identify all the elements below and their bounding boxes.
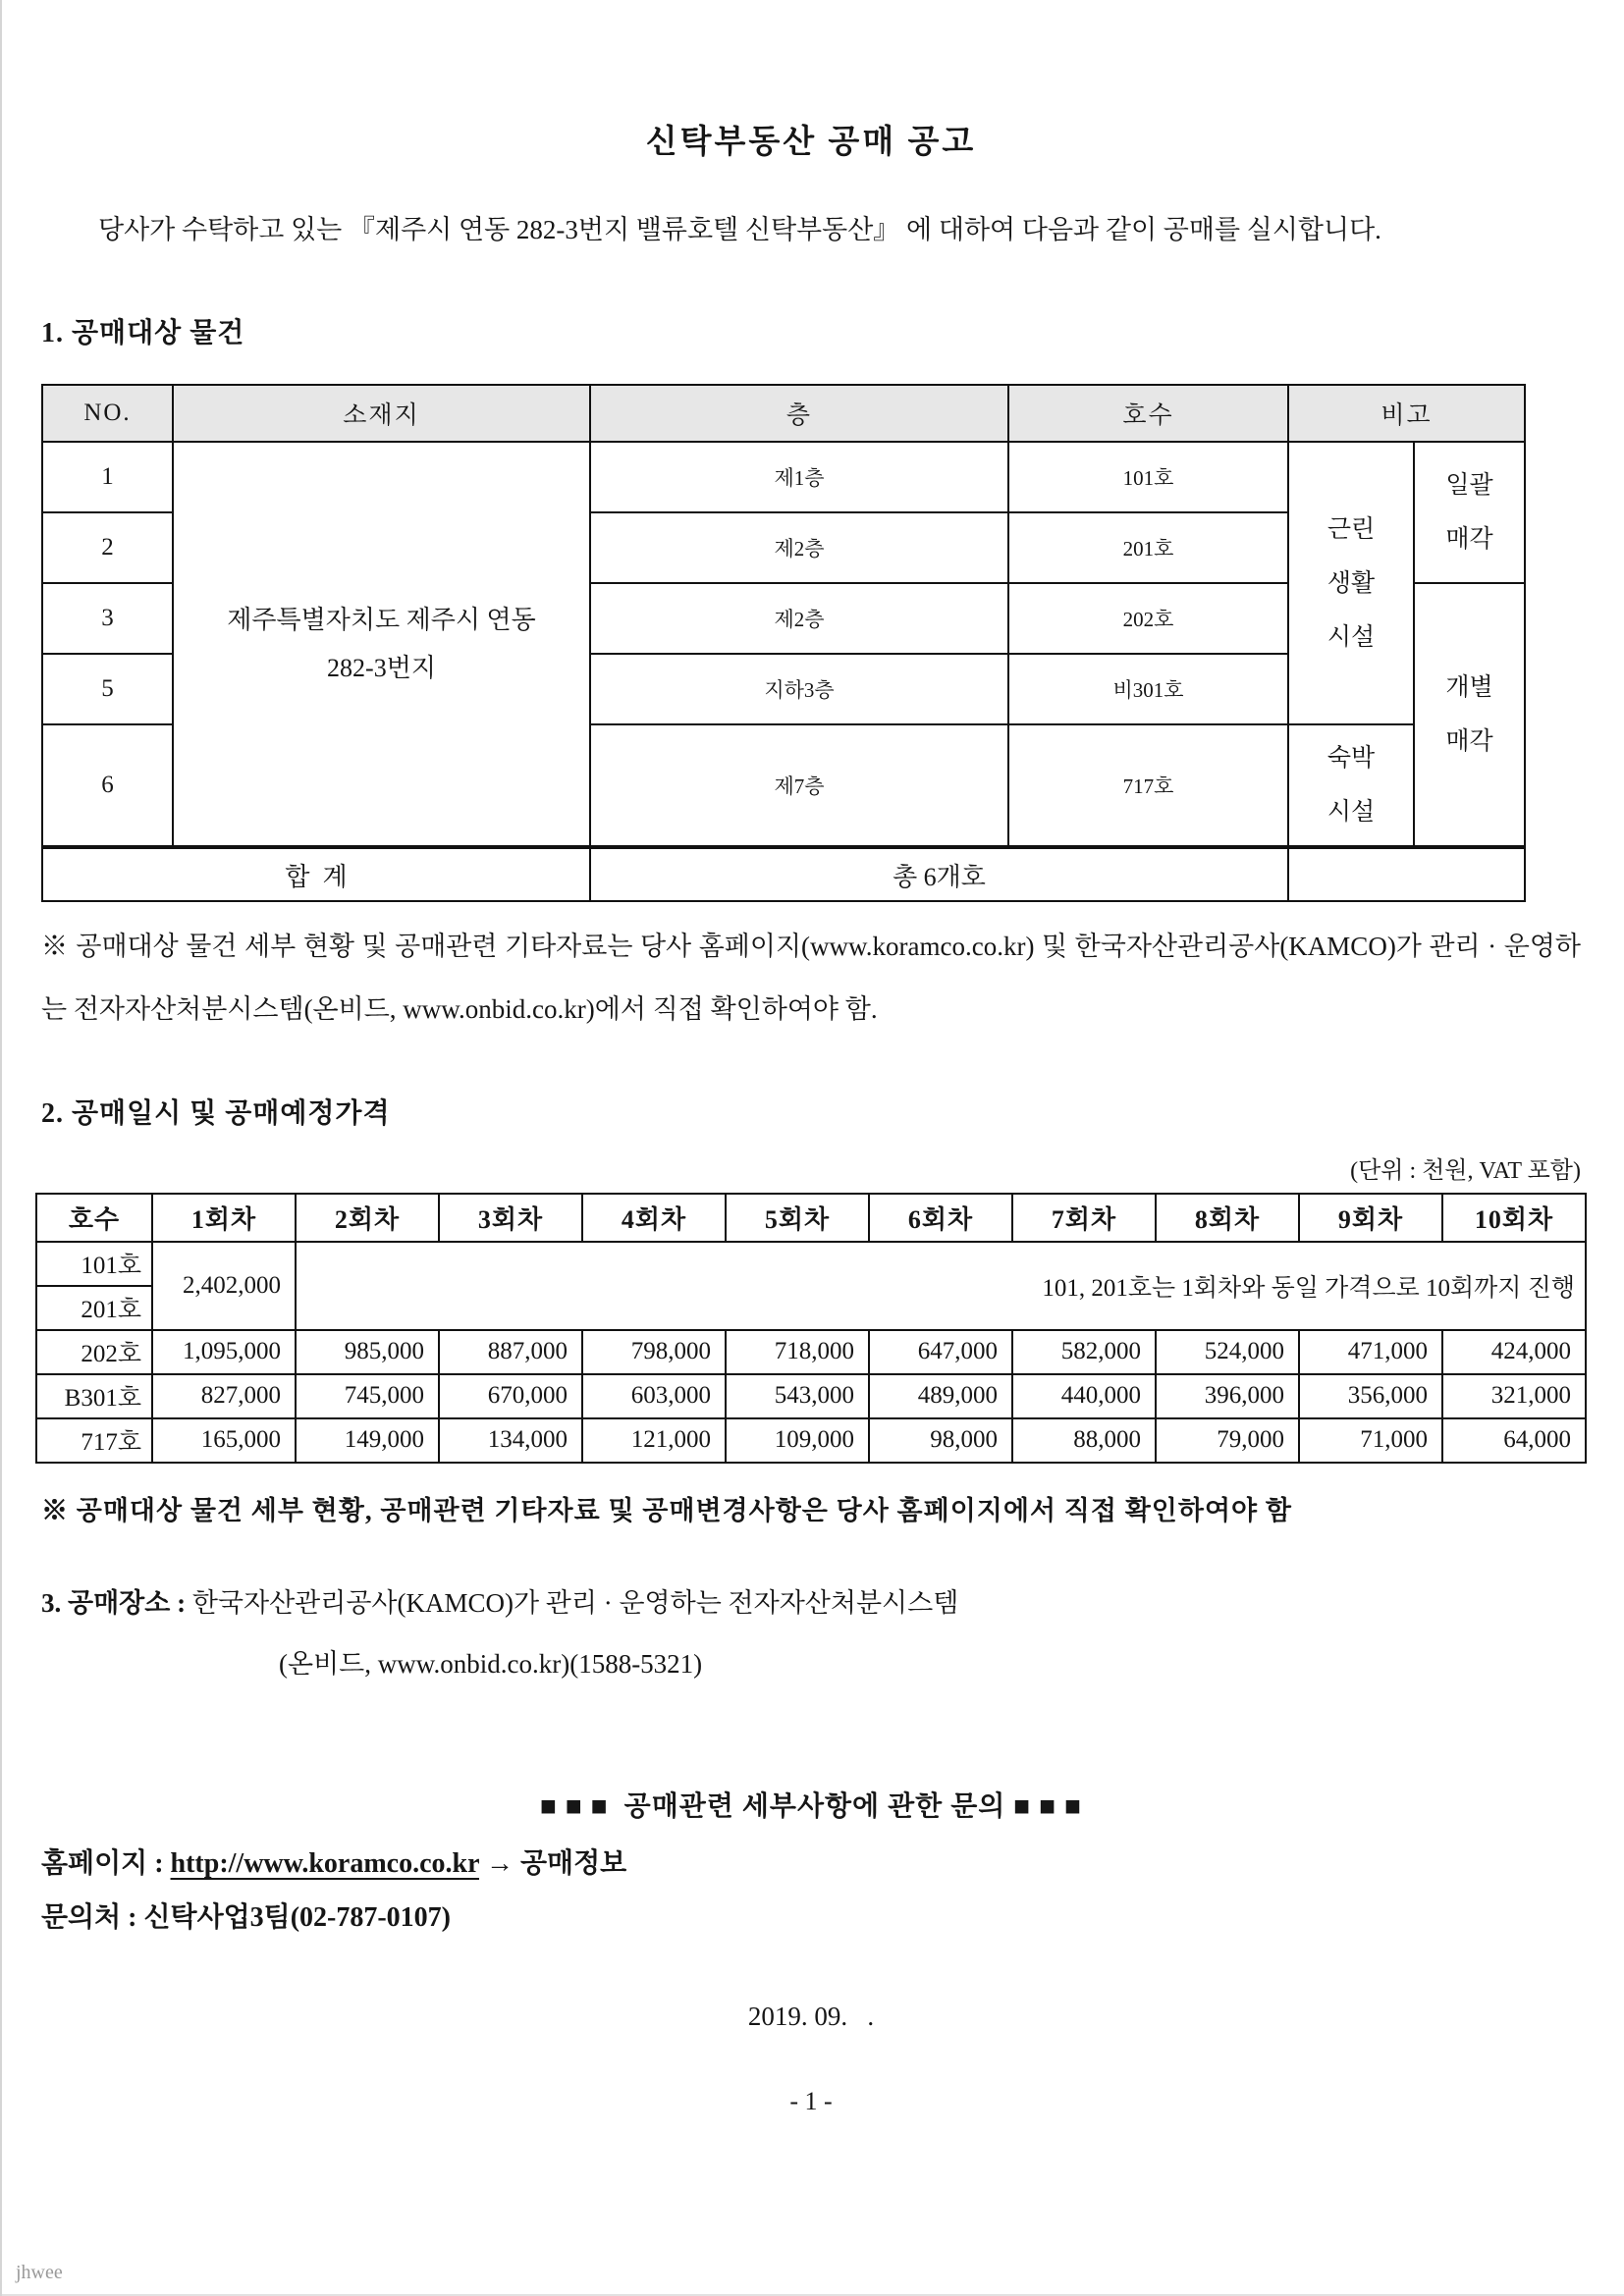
date-line: 2019. 09. . [747, 2002, 875, 2032]
table-total-row [42, 847, 1525, 901]
header-round-6: 6회차 [869, 1194, 1012, 1242]
unit-note: (단위 : 천원, VAT 포함) [1350, 1157, 1581, 1184]
header-round-3: 3회차 [439, 1194, 582, 1242]
cell-price: 356,000 [1299, 1374, 1442, 1418]
cell-price: 149,000 [296, 1418, 439, 1463]
price-schedule-table [35, 1193, 1587, 1464]
table-row [36, 1242, 1586, 1286]
cell-price: 88,000 [1012, 1418, 1156, 1463]
homepage-label: 홈페이지 : [41, 1847, 171, 1879]
cell-price: 79,000 [1156, 1418, 1299, 1463]
total-remark-empty [1288, 847, 1525, 901]
scan-mark: jhwee [16, 2262, 63, 2283]
homepage-line [41, 1838, 1581, 1892]
header-unit: 호수 [36, 1194, 152, 1242]
location-line1: 제주특별자치도 제주시 연동 [227, 605, 536, 634]
cell-unit: 202호 [36, 1330, 152, 1374]
header-round-7: 7회차 [1012, 1194, 1156, 1242]
location-line2: 282-3번지 [327, 654, 436, 683]
cell-unit-201: 201호 [36, 1286, 152, 1330]
cell-unit-101: 101호 [36, 1242, 152, 1286]
page-number: - 1 - [789, 2087, 833, 2116]
cell-price: 121,000 [582, 1418, 726, 1463]
header-round-10: 10회차 [1442, 1194, 1586, 1242]
section2-heading: 2. 공매일시 및 공매예정가격 [41, 1097, 391, 1129]
section3-line1 [41, 1573, 1581, 1633]
table-row [36, 1374, 1586, 1418]
total-label: 합 계 [42, 847, 590, 901]
table-header-row [42, 385, 1525, 442]
cell-unit: 717호 [36, 1418, 152, 1463]
header-floor: 층 [590, 385, 1008, 442]
header-round-2: 2회차 [296, 1194, 439, 1242]
table-row [36, 1418, 1586, 1463]
cell-no: 5 [42, 654, 173, 724]
cell-unit: 101호 [1008, 442, 1288, 512]
cell-floor: 지하3층 [590, 654, 1008, 724]
table-header-row [36, 1194, 1586, 1242]
cell-price: 440,000 [1012, 1374, 1156, 1418]
homepage-link[interactable]: http://www.koramco.co.kr [170, 1847, 479, 1879]
cell-no: 1 [42, 442, 173, 512]
cell-price: 134,000 [439, 1418, 582, 1463]
cell-price: 670,000 [439, 1374, 582, 1418]
cell-price: 887,000 [439, 1330, 582, 1374]
header-round-8: 8회차 [1156, 1194, 1299, 1242]
cell-price-101-201: 2,402,000 [152, 1242, 296, 1330]
cell-price: 64,000 [1442, 1418, 1586, 1463]
homepage-suffix: → 공매정보 [479, 1847, 627, 1879]
contact-block [41, 1838, 1581, 1945]
header-round-9: 9회차 [1299, 1194, 1442, 1242]
cell-price: 524,000 [1156, 1330, 1299, 1374]
section1-note: ※ 공매대상 물건 세부 현황 및 공매관련 기타자료는 당사 홈페이지(www.koramco.co.kr) 및 한국자산관리공사(KAMCO)가 관리 · 운영하는 전자자산처분시스템(온비드, www.onbid.co.kr)에서 직접 확인하여야 함. [41, 932, 1581, 1024]
table-row [36, 1330, 1586, 1374]
cell-floor: 제7층 [590, 724, 1008, 847]
header-round-4: 4회차 [582, 1194, 726, 1242]
cell-sale-individual: 개별매각 [1414, 583, 1525, 847]
cell-facility-neighborhood: 근린생활시설 [1288, 442, 1414, 724]
section3-text: 한국자산관리공사(KAMCO)가 관리 · 운영하는 전자자산처분시스템 [191, 1587, 959, 1618]
cell-unit: 202호 [1008, 583, 1288, 654]
intro-paragraph: 당사가 수탁하고 있는 『제주시 연동 282-3번지 밸류호텔 신탁부동산』 에 대하여 다음과 같이 공매를 실시합니다. [98, 215, 1381, 244]
cell-price: 165,000 [152, 1418, 296, 1463]
cell-price: 745,000 [296, 1374, 439, 1418]
cell-price: 396,000 [1156, 1374, 1299, 1418]
contact-line: 문의처 : 신탁사업3팀(02-787-0107) [41, 1901, 452, 1933]
section3-colon: : [170, 1587, 192, 1618]
section3-heading: 3. 공매장소 [41, 1587, 171, 1618]
section3-line2: (온비드, www.onbid.co.kr)(1588-5321) [279, 1648, 703, 1679]
total-value: 총 6개호 [590, 847, 1288, 901]
document-content [0, 116, 1624, 2116]
cell-price: 718,000 [726, 1330, 869, 1374]
cell-location [173, 442, 590, 847]
cell-price: 798,000 [582, 1330, 726, 1374]
section3 [41, 1573, 1581, 1694]
cell-price: 1,095,000 [152, 1330, 296, 1374]
header-unit: 호수 [1008, 385, 1288, 442]
cell-unit: B301호 [36, 1374, 152, 1418]
cell-price: 321,000 [1442, 1374, 1586, 1418]
cell-group-note: 101, 201호는 1회차와 동일 가격으로 10회까지 진행 [296, 1242, 1586, 1330]
cell-price: 471,000 [1299, 1330, 1442, 1374]
cell-no: 3 [42, 583, 173, 654]
cell-no: 6 [42, 724, 173, 847]
header-round-1: 1회차 [152, 1194, 296, 1242]
cell-floor: 제2층 [590, 512, 1008, 583]
cell-price: 109,000 [726, 1418, 869, 1463]
page-title: 신탁부동산 공매 공고 [645, 125, 977, 160]
inquiry-title: ■ ■ ■ 공매관련 세부사항에 관한 문의 ■ ■ ■ [539, 1790, 1083, 1822]
header-round-5: 5회차 [726, 1194, 869, 1242]
cell-price: 603,000 [582, 1374, 726, 1418]
cell-price: 98,000 [869, 1418, 1012, 1463]
cell-price: 827,000 [152, 1374, 296, 1418]
table-row [42, 442, 1525, 512]
section2-note: ※ 공매대상 물건 세부 현황, 공매관련 기타자료 및 공매변경사항은 당사 홈페이지에서 직접 확인하여야 함 [41, 1495, 1292, 1525]
cell-price: 543,000 [726, 1374, 869, 1418]
cell-sale-bulk: 일괄매각 [1414, 442, 1525, 583]
cell-price: 489,000 [869, 1374, 1012, 1418]
auction-items-table [41, 384, 1526, 902]
header-location: 소재지 [173, 385, 590, 442]
header-no: NO. [42, 385, 173, 442]
cell-price: 985,000 [296, 1330, 439, 1374]
header-remark: 비고 [1288, 385, 1525, 442]
section1-heading: 1. 공매대상 물건 [41, 318, 245, 349]
cell-price: 71,000 [1299, 1418, 1442, 1463]
cell-price: 424,000 [1442, 1330, 1586, 1374]
cell-unit: 비301호 [1008, 654, 1288, 724]
cell-unit: 717호 [1008, 724, 1288, 847]
cell-facility-lodging: 숙박시설 [1288, 724, 1414, 847]
cell-floor: 제1층 [590, 442, 1008, 512]
cell-price: 647,000 [869, 1330, 1012, 1374]
cell-price: 582,000 [1012, 1330, 1156, 1374]
cell-unit: 201호 [1008, 512, 1288, 583]
cell-floor: 제2층 [590, 583, 1008, 654]
cell-no: 2 [42, 512, 173, 583]
